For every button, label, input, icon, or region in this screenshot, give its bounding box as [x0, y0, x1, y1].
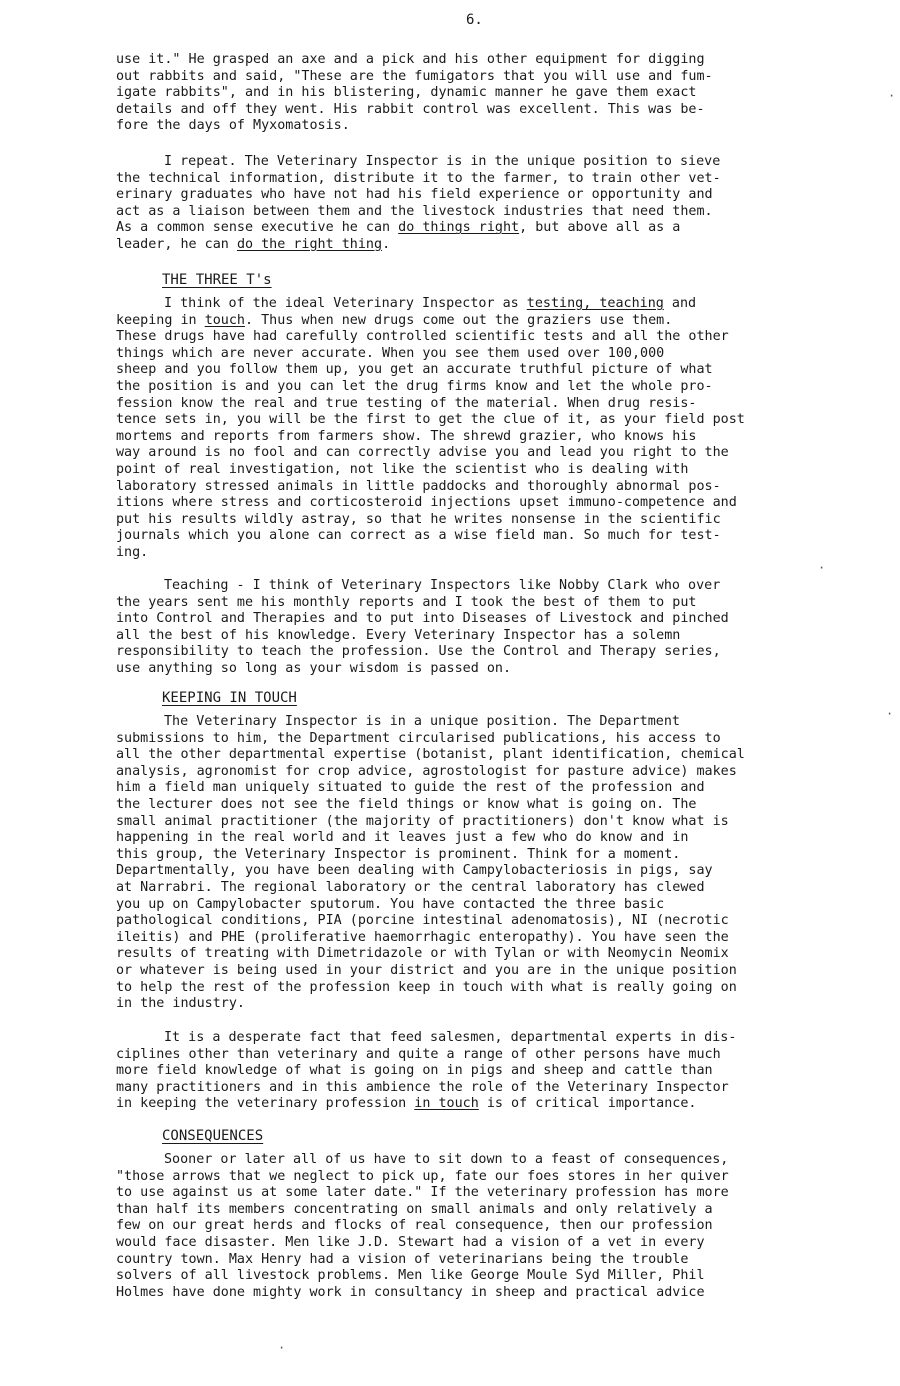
text-line: point of real investigation, not like the scientist who is dealing with	[116, 461, 689, 477]
text-line: analysis, agronomist for crop advice, agrostologist for pasture advice) makes	[116, 763, 737, 779]
text-line: happening in the real world and it leaves just a few who do know and in	[116, 830, 689, 846]
paragraph-consequences	[116, 1152, 831, 1301]
paragraph-three-ts	[116, 296, 831, 562]
text-line: erinary graduates who have not had his field experience or opportunity and	[116, 187, 713, 203]
underlined-phrase: do things right	[398, 220, 520, 236]
text-line: laboratory stressed animals in little paddocks and thoroughly abnormal pos-	[116, 478, 721, 494]
text-line: It is a desperate fact that feed salesmen, departmental experts in dis-	[164, 1030, 737, 1045]
text-line: Sooner or later all of us have to sit down to a feast of consequences,	[164, 1152, 729, 1167]
heading-three-ts: THE THREE T's	[162, 272, 272, 288]
text-line: this group, the Veterinary Inspector is prominent. Think for a moment.	[116, 846, 681, 862]
text-line: I think of the ideal Veterinary Inspector as	[164, 296, 527, 311]
text-line: the years sent me his monthly reports and I took the best of them to put	[116, 594, 697, 610]
text-line: ing.	[116, 544, 149, 560]
text-line: you up on Campylobacter sputorum. You have contacted the three basic	[116, 896, 665, 912]
text-line: As a common sense executive he can	[116, 220, 399, 236]
text-line: ciplines other than veterinary and quite a range of other persons have much	[116, 1046, 721, 1062]
scan-speck: ·	[278, 1341, 286, 1355]
text-line: use it." He grasped an axe and a pick and his other equipment for digging	[116, 52, 705, 67]
text-line: more field knowledge of what is going on in pigs and sheep and cattle than	[116, 1063, 713, 1079]
text-line: keeping in	[116, 312, 205, 328]
text-line: The Veterinary Inspector is in a unique position. The Department	[164, 714, 680, 729]
text-line: . Thus when new drugs come out the graziers use them.	[245, 312, 673, 328]
text-line: is of critical importance.	[478, 1096, 697, 1112]
text-line: the position is and you can let the drug firms know and let the whole pro-	[116, 378, 713, 394]
text-line: to use against us at some later date." If the veterinary profession has more	[116, 1185, 729, 1201]
paragraph-repeat	[116, 154, 831, 254]
text-line: fore the days of Myxomatosis.	[116, 118, 350, 134]
text-line: country town. Max Henry had a vision of veterinarians being the trouble	[116, 1251, 689, 1267]
text-line: out rabbits and said, "These are the fumigators that you will use and fum-	[116, 68, 713, 84]
text-line: sheep and you follow them up, you get an accurate truthful picture of what	[116, 362, 713, 378]
text-line: journals which you alone can correct as a wise field man. So much for test-	[116, 528, 721, 544]
text-line: in keeping the veterinary profession	[116, 1096, 415, 1112]
text-line: the lecturer does not see the field things or know what is going on. The	[116, 796, 697, 812]
text-line: Holmes have done mighty work in consultancy in sheep and practical advice	[116, 1284, 705, 1300]
text-line: few on our great herds and flocks of real consequence, then our profession	[116, 1218, 713, 1234]
text-line: igate rabbits", and in his blistering, dynamic manner he gave them exact	[116, 85, 697, 101]
text-line: than half its members concentrating on small animals and only relatively a	[116, 1201, 713, 1217]
text-line: would face disaster. Men like J.D. Stewart had a vision of a vet in every	[116, 1234, 705, 1250]
text-line: I repeat. The Veterinary Inspector is in the unique position to sieve	[164, 154, 721, 169]
text-line: pathological conditions, PIA (porcine intestinal adenomatosis), NI (necrotic	[116, 913, 729, 929]
scan-speck: ·	[888, 89, 896, 103]
text-line: leader, he can	[116, 236, 237, 252]
paragraph-keeping-in-touch	[116, 714, 831, 1013]
text-line: things which are never accurate. When you see them used over 100,000	[116, 345, 665, 361]
underlined-phrase: in touch	[414, 1096, 479, 1112]
text-line: tence sets in, you will be the first to get the clue of it, as your field post	[116, 412, 745, 428]
text-line: submissions to him, the Department circularised publications, his access to	[116, 730, 721, 746]
scan-speck: ·	[886, 707, 894, 721]
underlined-phrase: testing, teaching	[526, 296, 664, 311]
text-line: to help the rest of the profession keep in touch with what is really going on	[116, 979, 737, 995]
text-line: These drugs have had carefully controlled scientific tests and all the other	[116, 329, 729, 345]
text-line: .	[382, 236, 391, 252]
text-line: results of treating with Dimetridazole or with Tylan or with Neomycin Neomix	[116, 946, 729, 962]
text-line: act as a liaison between them and the livestock industries that need them.	[116, 203, 713, 219]
text-line: the technical information, distribute it to the farmer, to train other vet-	[116, 170, 721, 186]
text-line: or whatever is being used in your district and you are in the unique position	[116, 962, 737, 978]
underlined-phrase: do the right thing	[236, 236, 383, 252]
paragraph-rabbits	[116, 52, 831, 135]
text-line: , but above all as a	[519, 220, 681, 236]
text-line: into Control and Therapies and to put into Diseases of Livestock and pinched	[116, 611, 729, 627]
heading-consequences: CONSEQUENCES	[162, 1128, 264, 1144]
scan-speck: ·	[818, 561, 826, 575]
text-line: "those arrows that we neglect to pick up, fate our foes stores in her quiver	[116, 1168, 729, 1184]
text-line: ileitis) and PHE (proliferative haemorrhagic enteropathy). You have seen the	[116, 929, 729, 945]
text-line: solvers of all livestock problems. Men like George Moule Syd Miller, Phil	[116, 1268, 705, 1284]
heading-keeping-in-touch: KEEPING IN TOUCH	[162, 690, 297, 706]
text-line: itions where stress and corticosteroid injections upset immuno-competence and	[116, 495, 737, 511]
text-line: many practitioners and in this ambience the role of the Veterinary Inspector	[116, 1079, 729, 1095]
paragraph-desperate-fact	[116, 1030, 831, 1113]
text-line: small animal practitioner (the majority of practitioners) don't know what is	[116, 813, 729, 829]
text-line: all the other departmental expertise (botanist, plant identification, chemical	[116, 747, 745, 763]
page-number: 6.	[466, 12, 483, 28]
text-line: put his results wildly astray, so that he writes nonsense in the scientific	[116, 511, 721, 527]
text-line: use anything so long as your wisdom is passed on.	[116, 660, 512, 676]
text-line: Teaching - I think of Veterinary Inspectors like Nobby Clark who over	[164, 578, 721, 593]
text-line: all the best of his knowledge. Every Veterinary Inspector has a solemn	[116, 627, 681, 643]
underlined-phrase: touch	[204, 312, 245, 328]
paragraph-teaching	[116, 578, 831, 678]
text-line: him a field man uniquely situated to guide the rest of the profession and	[116, 780, 705, 796]
text-line: way around is no fool and can correctly advise you and lead you right to the	[116, 445, 729, 461]
text-line: fession know the real and true testing of the material. When drug resis-	[116, 395, 697, 411]
text-line: at Narrabri. The regional laboratory or the central laboratory has clewed	[116, 879, 705, 895]
text-line: responsibility to teach the profession. Use the Control and Therapy series,	[116, 644, 721, 660]
text-line: in the industry.	[116, 996, 245, 1012]
text-line: and	[663, 296, 697, 311]
text-line: mortems and reports from farmers show. The shrewd grazier, who knows his	[116, 428, 697, 444]
text-line: details and off they went. His rabbit control was excellent. This was be-	[116, 101, 705, 117]
text-line: Departmentally, you have been dealing with Campylobacteriosis in pigs, say	[116, 863, 713, 879]
